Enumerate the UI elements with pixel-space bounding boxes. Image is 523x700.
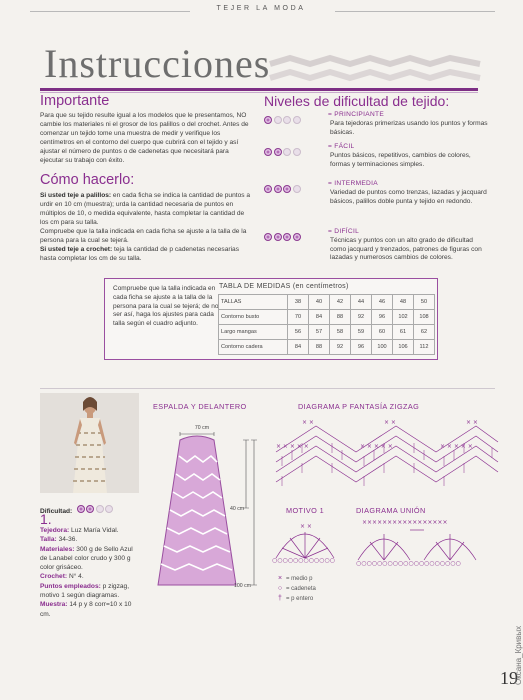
importante-body: Para que su tejido resulte igual a los modelos que le presentamos, NO cambie los materiales ni el grosor de los palillos o del crochet. Antes de comenzar un tejido tome una muestra de medir y verifique los centímetros en el contorno del cuerpo que cubrirá con el tejido y así ajustar el número de puntos o de cadenetas que necesitará para ejecutar su trabajo con éxito.	[40, 112, 249, 164]
table-cell: 102	[393, 310, 414, 325]
difficulty-dot-icon	[86, 505, 94, 513]
como-heading: Cómo hacerlo:	[40, 172, 135, 188]
svg-text:× ×: × ×	[300, 523, 312, 530]
table-cell: 84	[288, 340, 309, 355]
table-cell: 88	[330, 310, 351, 325]
difficulty-dot-icon	[283, 185, 291, 193]
magazine-name: TEJER LA MODA	[216, 5, 306, 12]
nivel-rating	[264, 180, 302, 198]
nivel-rating	[264, 143, 302, 161]
difficulty-dot-icon	[274, 233, 282, 241]
svg-text:×××××××××××××××××: ×××××××××××××××××	[362, 519, 448, 526]
ficha-line-text: 34-36.	[56, 536, 78, 544]
table-cell: 40	[309, 295, 330, 310]
medidas-table-wrap	[218, 294, 435, 355]
nivel-label: = INTERMEDIA	[328, 180, 378, 187]
ficha-number: 1.	[40, 511, 52, 527]
difficulty-dot-icon	[264, 185, 272, 193]
difficulty-dot-icon	[274, 185, 282, 193]
row-label: Contorno busto	[219, 310, 288, 325]
ficha-details	[40, 526, 140, 619]
dim-top: 70 cm	[194, 425, 210, 431]
title-pattern	[270, 54, 480, 86]
dim-mid: 40 cm	[230, 506, 245, 512]
medidas-table	[218, 294, 435, 355]
como-palillos-label: Si usted teje a palillos:	[40, 192, 112, 199]
difficulty-dot-icon	[105, 505, 113, 513]
table-cell: 58	[330, 325, 351, 340]
table-cell: 44	[351, 295, 372, 310]
difficulty-dot-icon	[293, 185, 301, 193]
row-label: TALLAS	[219, 295, 288, 310]
page-header	[0, 0, 522, 34]
svg-text:○○○○○○○○○○○○○○○○○○○○: ○○○○○○○○○○○○○○○○○○○○	[356, 560, 461, 567]
difficulty-dot-icon	[283, 233, 291, 241]
table-cell: 59	[351, 325, 372, 340]
ficha-line-text: 300 g de Sello Azul de Lanabel color crudo y 300 g color grisáceo.	[40, 545, 133, 572]
table-cell: 92	[351, 310, 372, 325]
legend-item	[274, 584, 316, 594]
ficha-line-text: p zigzag, motivo 1 según diagramas.	[40, 582, 130, 600]
table-cell: 108	[414, 310, 435, 325]
ficha-line-label: Tejedora:	[40, 527, 70, 534]
como-body	[40, 191, 254, 263]
svg-text:× ×: × ×	[384, 419, 396, 426]
ficha-line-text: 14 p y 8 corr=10 x 10 cm.	[40, 601, 132, 618]
nivel-desc: Para tejedoras primerizas usando los puntos y formas básicas.	[330, 120, 488, 136]
table-cell: 100	[372, 340, 393, 355]
table-header-row	[219, 295, 435, 310]
legend-symbol-icon: ○	[277, 585, 283, 592]
page-title: Instrucciones	[44, 41, 271, 86]
nivel-desc: Técnicas y puntos con un alto grado de dificultad como jacquard y trenzados, patrones de figuras con lazadas y numerosos cambios de colores.	[330, 237, 482, 262]
table-cell: 88	[309, 340, 330, 355]
svg-text:× ×: × ×	[302, 419, 314, 426]
table-cell: 57	[309, 325, 330, 340]
table-cell: 60	[372, 325, 393, 340]
nivel-label: = FÁCIL	[328, 143, 355, 150]
difficulty-dot-icon	[293, 116, 301, 124]
difficulty-dot-icon	[264, 148, 272, 156]
legend-symbol-icon: ×	[277, 575, 283, 582]
legend-text: = cadeneta	[286, 586, 316, 592]
espalda-diagram	[150, 418, 280, 603]
watermark-text: Оксана_Кривых	[514, 625, 523, 685]
difficulty-dot-icon	[283, 116, 291, 124]
como-palillos	[40, 191, 254, 227]
ficha-line	[40, 582, 140, 601]
svg-text:○○○○○○○○○○○○: ○○○○○○○○○○○○	[272, 557, 335, 564]
svg-text:× ×: × ×	[466, 419, 478, 426]
svg-text:× × × × ×: × × × × ×	[440, 443, 473, 450]
page-number: 19	[500, 668, 518, 688]
table-cell: 96	[372, 310, 393, 325]
table-cell: 112	[414, 340, 435, 355]
zigzag-caption: DIAGRAMA P FANTASÍA ZIGZAG	[298, 402, 420, 411]
ficha-line-label: Crochet:	[40, 573, 68, 581]
difficulty-dot-icon	[274, 148, 282, 156]
como-crochet-label: Si usted teje a crochet:	[40, 246, 113, 253]
difficulty-dot-icon	[293, 233, 301, 241]
nivel-label: = DIFÍCIL	[328, 228, 360, 235]
nivel-rating	[264, 111, 302, 129]
difficulty-dot-icon	[283, 148, 291, 156]
table-cell: 84	[309, 310, 330, 325]
legend-item	[274, 574, 316, 584]
ficha-line-label: Puntos empleados:	[40, 582, 101, 590]
table-cell: 92	[330, 340, 351, 355]
ficha-line	[40, 600, 140, 619]
table-row	[219, 340, 435, 355]
table-cell: 62	[414, 325, 435, 340]
ficha-line	[40, 545, 140, 573]
ficha-line	[40, 572, 140, 581]
medidas-title: TABLA DE MEDIDAS (en centímetros)	[219, 283, 349, 290]
table-cell: 61	[393, 325, 414, 340]
model-photo	[40, 393, 139, 493]
table-cell: 38	[288, 295, 309, 310]
legend-text: = medio p	[286, 576, 313, 582]
table-cell: 70	[288, 310, 309, 325]
legend	[274, 574, 316, 604]
ficha-line	[40, 526, 140, 535]
ficha-line-label: Materiales:	[40, 545, 75, 553]
table-cell: 48	[393, 295, 414, 310]
difficulty-dot-icon	[96, 505, 104, 513]
table-row	[219, 325, 435, 340]
union-diagram	[354, 516, 484, 566]
nivel-desc: Variedad de puntos como trenzas, lazadas y jacquard básicos, palillos doble punta y tejido en redondo.	[330, 189, 487, 205]
union-caption: DIAGRAMA UNIÓN	[356, 506, 426, 515]
table-cell: 56	[288, 325, 309, 340]
row-label: Largo mangas	[219, 325, 288, 340]
nivel-label: = PRINCIPIANTE	[328, 111, 385, 118]
title-rule	[40, 88, 478, 91]
table-cell: 42	[330, 295, 351, 310]
dim-bot: 100 cm	[234, 583, 252, 589]
table-row	[219, 310, 435, 325]
row-label: Contorno cadera	[219, 340, 288, 355]
table-cell: 50	[414, 295, 435, 310]
motivo-caption: MOTIVO 1	[286, 506, 325, 515]
medidas-note: Compruebe que la talla indicada en cada ficha se ajuste a la talla de la persona para la cual se tejerá; de no ser así, haga los ajustes para cada talla según el cuadro adjunto.	[113, 285, 219, 328]
espalda-caption: ESPALDA Y DELANTERO	[153, 402, 247, 411]
table-cell: 46	[372, 295, 393, 310]
niveles-heading: Niveles de dificultad de tejido:	[264, 93, 450, 109]
difficulty-dot-icon	[264, 233, 272, 241]
table-cell: 106	[393, 340, 414, 355]
difficulty-dot-icon	[77, 505, 85, 513]
dificultad-label: Dificultad:	[40, 508, 73, 515]
legend-symbol-icon: †	[278, 595, 282, 602]
como-comprobar: Compruebe que la talla indicada en cada ficha se ajuste a la talla de la persona para la cual se tejerá.	[40, 228, 247, 244]
nivel-desc: Puntos básicos, repetitivos, cambios de colores, formas y terminaciones simples.	[330, 152, 471, 168]
ficha-line-label: Muestra:	[40, 601, 68, 609]
ficha-line-label: Talla:	[40, 536, 57, 544]
medidas-box	[104, 278, 438, 360]
nivel-rating	[264, 228, 302, 246]
motivo-diagram	[270, 516, 340, 564]
watermark	[502, 575, 523, 685]
difficulty-dot-icon	[274, 116, 282, 124]
difficulty-dot-icon	[264, 116, 272, 124]
svg-text:× × × × ×: × × × × ×	[276, 443, 309, 450]
como-crochet	[40, 245, 254, 263]
ficha-line-text: Luz María Vidal.	[69, 527, 119, 534]
legend-item	[274, 594, 316, 604]
table-cell: 96	[351, 340, 372, 355]
como-crochet-text: teja la cantidad de p cadenetas necesarias hasta completar los cm de su talla.	[40, 246, 240, 262]
ficha-line-text: N° 4.	[67, 573, 84, 581]
ficha-line	[40, 535, 140, 544]
importante-heading: Importante	[40, 93, 110, 109]
legend-text: = p entero	[286, 596, 314, 602]
difficulty-dot-icon	[293, 148, 301, 156]
dificultad-rating	[77, 500, 115, 517]
svg-text:× × × × ×: × × × × ×	[360, 443, 393, 450]
como-palillos-text: en cada ficha se indica la cantidad de puntos a urdir en 10 cm (muestra); urda la cantidad necesaria de puntos en múltiplos de 10, o medida equivalente, hasta completar la cantidad de los cm para su talla.	[40, 192, 251, 226]
section-rule	[40, 388, 495, 389]
zigzag-diagram	[272, 412, 500, 494]
